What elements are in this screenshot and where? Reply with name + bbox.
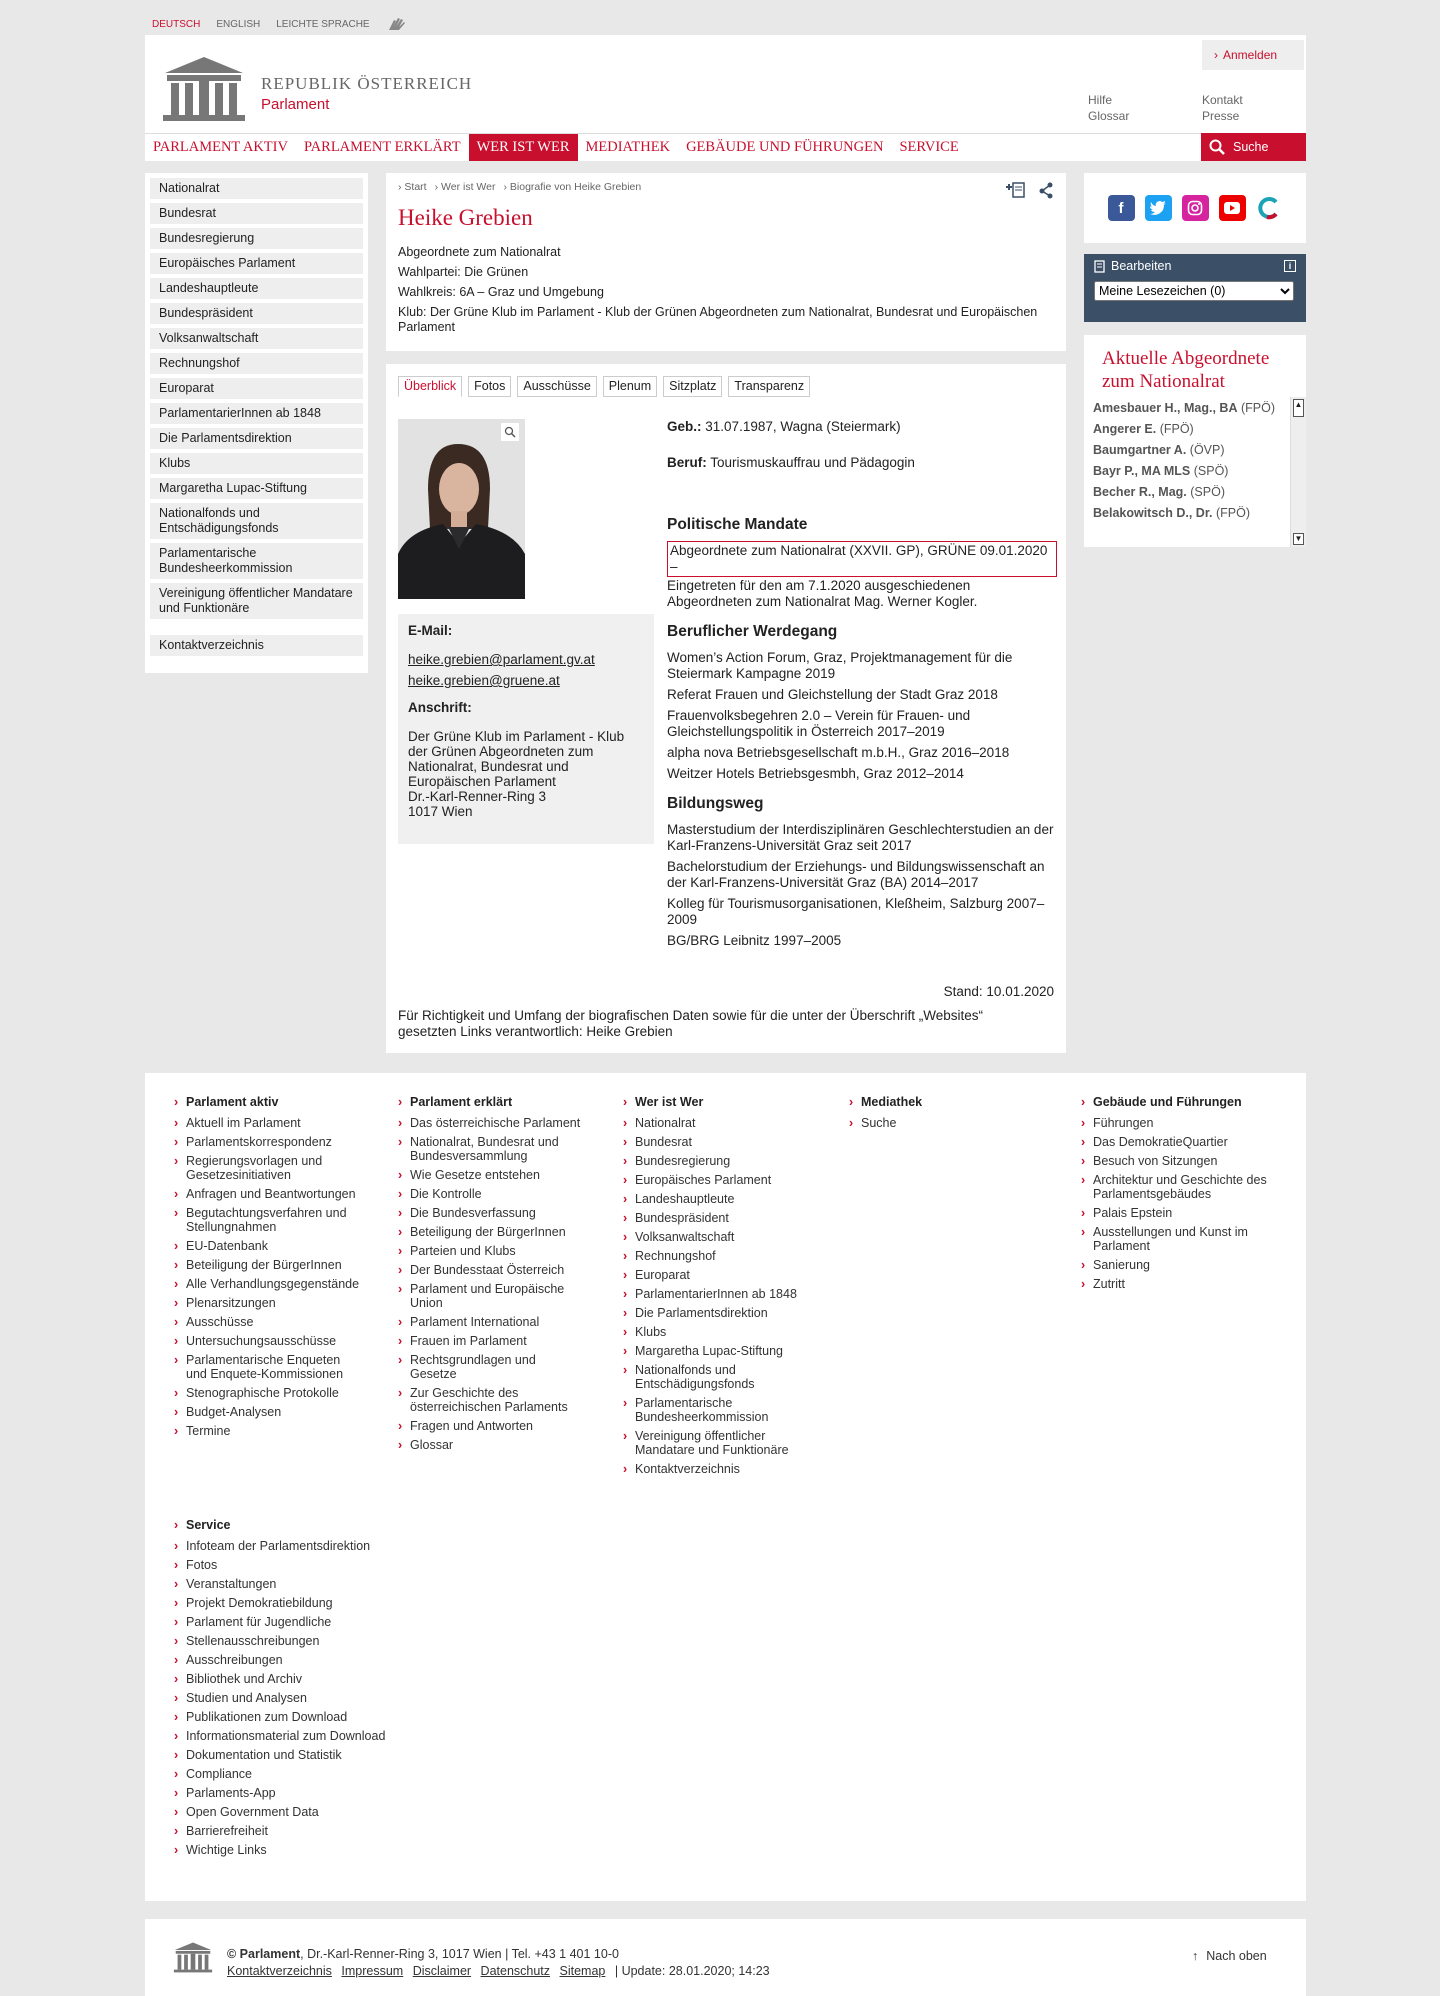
footer-link[interactable]: › Ausschreibungen — [186, 1653, 406, 1667]
nav-parlament-aktiv[interactable]: PARLAMENT AKTIV — [153, 139, 288, 155]
footer-link[interactable]: › Zutritt — [1093, 1277, 1273, 1291]
language-bar — [152, 14, 408, 35]
footer-link[interactable]: › Die Kontrolle — [410, 1187, 585, 1201]
footer-link[interactable]: › Fotos — [186, 1558, 406, 1572]
page-title: Heike Grebien — [398, 205, 533, 230]
footer-heading[interactable]: › Mediathek — [861, 1095, 1036, 1109]
footer-link[interactable]: › Margaretha Lupac-Stiftung — [635, 1344, 810, 1358]
list-item[interactable]: Amesbauer H., Mag., BA (FPÖ) — [1093, 401, 1275, 415]
sidebar-item-parlamentsdirektion[interactable]: Die Parlamentsdirektion — [150, 428, 363, 449]
footer-link[interactable]: › Wie Gesetze entstehen — [410, 1168, 585, 1182]
sidebar-item-bundesregierung[interactable]: Bundesregierung — [150, 228, 363, 249]
list-item[interactable]: Baumgartner A. (ÖVP) — [1093, 443, 1225, 457]
footer-link[interactable]: › Kontaktverzeichnis — [635, 1462, 810, 1476]
career-item: Weitzer Hotels Betriebsgesmbh, Graz 2012–2014 — [667, 766, 964, 781]
footer-link[interactable]: › Aktuell im Parlament — [186, 1116, 361, 1130]
back-to-top-link[interactable] — [1192, 1949, 1267, 1963]
footer-column — [1093, 1095, 1273, 1296]
footer-link[interactable]: › Studien und Analysen — [186, 1691, 406, 1705]
list-item[interactable]: Angerer E. (FPÖ) — [1093, 422, 1194, 436]
members-scrollbar[interactable]: ▲ ▼ — [1290, 397, 1306, 547]
logo-title: REPUBLIK ÖSTERREICH — [261, 73, 473, 93]
footer-link[interactable]: › Europäisches Parlament — [635, 1173, 810, 1187]
nav-parlament-erklaert[interactable]: PARLAMENT ERKLÄRT — [303, 139, 461, 155]
sidebar-item-eu-parlament[interactable]: Europäisches Parlament — [150, 253, 363, 274]
footer-link[interactable]: › Parlamentskorrespondenz — [186, 1135, 361, 1149]
education-item: Masterstudium der Interdisziplinären Geschlechterstudien an der Karl-Franzens-Universität Graz seit 2017 — [667, 822, 1054, 853]
tab-ueberblick[interactable]: Überblick — [398, 376, 462, 397]
footer-link[interactable]: › Suche — [861, 1116, 1036, 1130]
career-item: Women’s Action Forum, Graz, Projektmanagement für die Steiermark Kampagne 2019 — [667, 650, 1013, 681]
footer-link[interactable]: › Parlament International — [410, 1315, 585, 1329]
logo-subtitle: Parlament — [261, 95, 330, 113]
sidebar-item-bundespraesident[interactable]: Bundespräsident — [150, 303, 363, 324]
footer-link[interactable]: › Parlaments-App — [186, 1786, 406, 1800]
email-label: E-Mail: — [408, 623, 453, 638]
address-street: Dr.-Karl-Renner-Ring 3 — [408, 789, 547, 804]
email-link-parlament[interactable]: heike.grebien@parlament.gv.at — [408, 652, 595, 667]
footer-column — [186, 1095, 361, 1443]
sidebar-item-bundesrat[interactable]: Bundesrat — [150, 203, 363, 224]
press-link[interactable]: Presse — [1202, 109, 1240, 123]
lang-en-link[interactable]: ENGLISH — [216, 19, 261, 30]
footer-link[interactable]: › Barrierefreiheit — [186, 1824, 406, 1838]
footer-link[interactable]: › Sanierung — [1093, 1258, 1273, 1272]
lang-easy-link[interactable]: LEICHTE SPRACHE — [276, 19, 370, 30]
glossary-link[interactable]: Glossar — [1088, 109, 1130, 123]
search-icon — [1209, 139, 1225, 155]
tab-plenum[interactable]: Plenum — [603, 376, 657, 397]
footer-sitemap-link[interactable]: Sitemap — [559, 1964, 606, 1978]
person-role: Abgeordnete zum Nationalrat — [398, 245, 561, 259]
footer-heading[interactable]: › Parlament erklärt — [410, 1095, 585, 1109]
parliament-small-logo — [172, 1941, 214, 1973]
footer-link[interactable]: › Frauen im Parlament — [410, 1334, 585, 1348]
footer-link[interactable]: › Projekt Demokratiebildung — [186, 1596, 406, 1610]
footer-disclaimer-link[interactable]: Disclaimer — [412, 1964, 472, 1978]
footer-link[interactable]: › Parlament für Jugendliche — [186, 1615, 406, 1629]
parliament-building-icon — [159, 55, 249, 121]
address-label: Anschrift: — [408, 700, 472, 715]
address-city: 1017 Wien — [408, 804, 473, 819]
breadcrumb-current: › Biografie von Heike Grebien — [503, 181, 642, 193]
footer-column — [861, 1095, 1036, 1135]
address-club: Der Grüne Klub im Parlament - Klub der Grünen Abgeordneten zum Nationalrat, Bundesrat und Europäischen Parlament — [408, 729, 625, 789]
bookmark-add-icon[interactable] — [1006, 181, 1026, 199]
bottom-bar — [145, 1919, 1306, 1996]
sidebar-item-landeshauptleute[interactable]: Landeshauptleute — [150, 278, 363, 299]
footer-link[interactable]: › Bundesrat — [635, 1135, 810, 1149]
footer-link[interactable]: › Veranstaltungen — [186, 1577, 406, 1591]
footer-link[interactable]: › Bundespräsident — [635, 1211, 810, 1225]
arrow-up-icon: ↑ — [1192, 1949, 1199, 1963]
site-footer — [145, 1073, 1306, 1901]
person-district: Wahlkreis: 6A – Graz und Umgebung — [398, 285, 604, 299]
list-item[interactable]: Belakowitsch D., Dr. (FPÖ) — [1093, 506, 1250, 520]
person-detail — [386, 364, 1066, 1053]
footer-link[interactable]: › Vereinigung öffentlicher Mandatare und Funktionäre — [635, 1429, 810, 1457]
youtube-icon[interactable] — [1219, 195, 1246, 221]
footer-link[interactable]: › Beteiligung der BürgerInnen — [410, 1225, 585, 1239]
members-panel-title: Aktuelle Abgeordnete zum Nationalrat — [1102, 348, 1270, 392]
footer-link[interactable]: › ParlamentarierInnen ab 1848 — [635, 1287, 810, 1301]
footer-link[interactable]: › Ausstellungen und Kunst im Parlament — [1093, 1225, 1273, 1253]
birth-info: Geb.: 31.07.1987, Wagna (Steiermark) — [667, 419, 901, 434]
list-item[interactable]: Becher R., Mag. (SPÖ) — [1093, 485, 1225, 499]
footer-link[interactable]: › Palais Epstein — [1093, 1206, 1273, 1220]
footer-column — [186, 1518, 406, 1862]
education-item: Bachelorstudium der Erziehungs- und Bildungswissenschaft an der Karl-Franzens-Universität Graz (BA) 2014–2017 — [667, 859, 1045, 890]
footer-link[interactable]: › Alle Verhandlungsgegenstände — [186, 1277, 361, 1291]
footer-link[interactable]: › Termine — [186, 1424, 361, 1438]
footer-link[interactable]: › Besuch von Sitzungen — [1093, 1154, 1273, 1168]
footer-link[interactable]: › Bibliothek und Archiv — [186, 1672, 406, 1686]
footer-link[interactable]: › Informationsmaterial zum Download — [186, 1729, 406, 1743]
sidebar-item-rechnungshof[interactable]: Rechnungshof — [150, 353, 363, 374]
breadcrumb-wer-ist-wer[interactable]: › Wer ist Wer — [434, 181, 496, 193]
mandates-heading: Politische Mandate — [667, 516, 808, 533]
footer-link[interactable]: › Anfragen und Beantwortungen — [186, 1187, 361, 1201]
footer-link[interactable]: › Führungen — [1093, 1116, 1273, 1130]
person-photo[interactable] — [398, 419, 525, 599]
search-button[interactable] — [1201, 133, 1306, 161]
footer-link[interactable]: › Ausschüsse — [186, 1315, 361, 1329]
footer-link[interactable]: › Klubs — [635, 1325, 810, 1339]
last-updated: Stand: 10.01.2020 — [943, 984, 1054, 999]
nav-mediathek[interactable]: MEDIATHEK — [585, 139, 671, 155]
footer-link[interactable]: › Beteiligung der BürgerInnen — [186, 1258, 361, 1272]
footer-link[interactable]: › Nationalrat, Bundesrat und Bundesversammlung — [410, 1135, 585, 1163]
footer-link[interactable]: › Landeshauptleute — [635, 1192, 810, 1206]
education-item: BG/BRG Leibnitz 1997–2005 — [667, 933, 842, 948]
footer-link[interactable]: › Infoteam der Parlamentsdirektion — [186, 1539, 406, 1553]
breadcrumb — [398, 181, 1054, 193]
twitter-icon[interactable] — [1145, 195, 1172, 221]
footer-link[interactable]: › Wichtige Links — [186, 1843, 406, 1857]
footer-link[interactable]: › Plenarsitzungen — [186, 1296, 361, 1310]
footer-update: | Update: 28.01.2020; 14:23 — [614, 1964, 770, 1978]
nav-wer-ist-wer[interactable]: WER IST WER — [469, 134, 578, 161]
sidebar-item-vereinigung[interactable]: Vereinigung öffentlicher Mandatare und Funktionäre — [150, 583, 363, 619]
breadcrumb-start[interactable]: › Start — [398, 181, 427, 193]
footer-link[interactable]: › Nationalfonds und Entschädigungsfonds — [635, 1363, 810, 1391]
contact-box — [398, 614, 654, 844]
mandate-note: Eingetreten für den am 7.1.2020 ausgeschiedenen Abgeordneten zum Nationalrat Mag. Werner Kogler. — [667, 578, 978, 609]
person-party: Wahlpartei: Die Grünen — [398, 265, 529, 279]
login-button[interactable]: › Anmelden — [1202, 40, 1304, 70]
email-link-gruene[interactable]: heike.grebien@gruene.at — [408, 673, 560, 688]
contact-link[interactable]: Kontakt — [1202, 93, 1243, 107]
zoom-icon[interactable] — [501, 423, 519, 441]
members-list — [1084, 397, 1290, 547]
footer-address: , Dr.-Karl-Renner-Ring 3, 1017 Wien | Tel. +43 1 401 10-0 — [300, 1947, 619, 1961]
footer-link[interactable]: › Bundesregierung — [635, 1154, 810, 1168]
footer-link[interactable]: › Stellenausschreibungen — [186, 1634, 406, 1648]
back-to-top-label: Nach oben — [1206, 1949, 1267, 1963]
tab-transparenz[interactable]: Transparenz — [728, 376, 810, 397]
copyright: © Parlament — [227, 1947, 301, 1961]
help-link[interactable]: Hilfe — [1088, 93, 1113, 107]
bookmark-icon — [1094, 260, 1105, 273]
footer-link[interactable]: › Parlamentarische Enqueten und Enquete-Kommissionen — [186, 1353, 361, 1381]
footer-impressum-link[interactable]: Impressum — [341, 1964, 404, 1978]
footer-column — [410, 1095, 585, 1457]
footer-link[interactable]: › EU-Datenbank — [186, 1239, 361, 1253]
info-icon[interactable]: i — [1284, 260, 1296, 272]
person-summary — [386, 173, 1066, 351]
footer-link[interactable]: › Dokumentation und Statistik — [186, 1748, 406, 1762]
edit-title: Bearbeiten — [1111, 259, 1172, 273]
sidebar-item-nationalrat[interactable]: Nationalrat — [150, 178, 363, 199]
education-heading: Bildungsweg — [667, 795, 764, 812]
site-header — [145, 35, 1306, 133]
tab-ausschuesse[interactable]: Ausschüsse — [517, 376, 596, 397]
footer-link[interactable]: › Das österreichische Parlament — [410, 1116, 585, 1130]
career-item: alpha nova Betriebsgesellschaft m.b.H., Graz 2016–2018 — [667, 745, 1010, 760]
footer-link[interactable]: › Stenographische Protokolle — [186, 1386, 361, 1400]
footer-kontakt-link[interactable]: Kontaktverzeichnis — [227, 1964, 332, 1978]
sidebar-item-europarat[interactable]: Europarat — [150, 378, 363, 399]
footer-column — [635, 1095, 810, 1481]
footer-link[interactable]: › Architektur und Geschichte des Parlamentsgebäudes — [1093, 1173, 1273, 1201]
career-item: Frauenvolksbegehren 2.0 – Verein für Frauen- und Gleichstellungspolitik in Österreich 2017–2019 — [667, 708, 971, 739]
footer-link[interactable]: › Parteien und Klubs — [410, 1244, 585, 1258]
footer-link[interactable]: › Parlamentarische Bundesheerkommission — [635, 1396, 810, 1424]
biography — [667, 419, 1057, 954]
search-label: Suche — [1233, 140, 1269, 154]
login-label: Anmelden — [1223, 48, 1278, 62]
footer-link[interactable]: › Rechtsgrundlagen und Gesetze — [410, 1353, 585, 1381]
footer-heading[interactable]: › Service — [186, 1518, 406, 1532]
footer-link[interactable]: › Publikationen zum Download — [186, 1710, 406, 1724]
career-item: Referat Frauen und Gleichstellung der Stadt Graz 2018 — [667, 687, 998, 702]
tab-fotos[interactable]: Fotos — [468, 376, 511, 397]
footer-link[interactable]: › Das DemokratieQuartier — [1093, 1135, 1273, 1149]
lang-de-link[interactable]: DEUTSCH — [152, 19, 201, 30]
footer-link[interactable]: › Die Bundesverfassung — [410, 1206, 585, 1220]
sidebar-item-nationalfonds[interactable]: Nationalfonds und Entschädigungsfonds — [150, 503, 363, 539]
footer-link[interactable]: › Der Bundesstaat Österreich — [410, 1263, 585, 1277]
tab-sitzplatz[interactable]: Sitzplatz — [663, 376, 722, 397]
mandate-entry: Abgeordnete zum Nationalrat (XXVII. GP), GRÜNE 09.01.2020 – — [667, 541, 1057, 577]
footer-link[interactable]: › Parlament und Europäische Union — [410, 1282, 585, 1310]
career-heading: Beruflicher Werdegang — [667, 623, 838, 640]
job-info: Beruf: Tourismuskauffrau und Pädagogin — [667, 455, 915, 470]
sidebar-item-volksanwaltschaft[interactable]: Volksanwaltschaft — [150, 328, 363, 349]
parliament-app-icon[interactable] — [1256, 195, 1283, 221]
sidebar-item-lupac[interactable]: Margaretha Lupac-Stiftung — [150, 478, 363, 499]
sign-language-icon[interactable] — [386, 14, 408, 35]
current-members-panel — [1084, 335, 1306, 547]
parliament-logo[interactable] — [159, 55, 472, 121]
social-links — [1084, 173, 1306, 243]
footer-link[interactable]: › Volksanwaltschaft — [635, 1230, 810, 1244]
nav-service[interactable]: SERVICE — [899, 139, 959, 155]
footer-link[interactable]: › Regierungsvorlagen und Gesetzesinitiativen — [186, 1154, 361, 1182]
sidebar-item-parlamentarier[interactable]: ParlamentarierInnen ab 1848 — [150, 403, 363, 424]
sidebar-item-bundesheer[interactable]: Parlamentarische Bundesheerkommission — [150, 543, 363, 579]
footer-link[interactable]: › Nationalrat — [635, 1116, 810, 1130]
footer-link[interactable]: › Open Government Data — [186, 1805, 406, 1819]
footer-link[interactable]: › Zur Geschichte des österreichischen Parlaments — [410, 1386, 585, 1414]
footer-heading[interactable]: › Wer ist Wer — [635, 1095, 810, 1109]
footer-link[interactable]: › Begutachtungsverfahren und Stellungnahmen — [186, 1206, 361, 1234]
list-item[interactable]: Bayr P., MA MLS (SPÖ) — [1093, 464, 1229, 478]
main-nav — [145, 133, 1306, 161]
facebook-icon[interactable]: f — [1108, 195, 1135, 221]
instagram-icon[interactable] — [1182, 195, 1209, 221]
sidebar-item-klubs[interactable]: Klubs — [150, 453, 363, 474]
footer-link[interactable]: › Compliance — [186, 1767, 406, 1781]
footer-heading[interactable]: › Gebäude und Führungen — [1093, 1095, 1273, 1109]
footer-link[interactable]: › Fragen und Antworten — [410, 1419, 585, 1433]
footer-link[interactable]: › Budget-Analysen — [186, 1405, 361, 1419]
footer-link[interactable]: › Rechnungshof — [635, 1249, 810, 1263]
footer-datenschutz-link[interactable]: Datenschutz — [480, 1964, 551, 1978]
share-icon[interactable] — [1038, 181, 1054, 199]
education-item: Kolleg für Tourismusorganisationen, Kleßheim, Salzburg 2007–2009 — [667, 896, 1045, 927]
bookmarks-select[interactable] — [1094, 281, 1294, 301]
footer-heading[interactable]: › Parlament aktiv — [186, 1095, 361, 1109]
footer-link[interactable]: › Glossar — [410, 1438, 585, 1452]
responsibility-note: Für Richtigkeit und Umfang der biografischen Daten sowie für die unter der Überschrift „Websites“ gesetzten Links verantwortlich: Heike Grebien — [398, 1008, 984, 1039]
footer-link[interactable]: › Die Parlamentsdirektion — [635, 1306, 810, 1320]
left-sidebar — [145, 173, 368, 673]
sidebar-item-kontakt[interactable]: Kontaktverzeichnis — [150, 635, 363, 656]
edit-panel — [1084, 254, 1306, 322]
footer-link[interactable]: › Untersuchungsausschüsse — [186, 1334, 361, 1348]
nav-gebaeude[interactable]: GEBÄUDE UND FÜHRUNGEN — [686, 139, 884, 155]
detail-tabs — [398, 376, 810, 397]
person-club: Klub: Der Grüne Klub im Parlament - Klub der Grünen Abgeordneten zum Nationalrat, Bundesrat und Europäischen Parlament — [398, 305, 1038, 334]
footer-link[interactable]: › Europarat — [635, 1268, 810, 1282]
